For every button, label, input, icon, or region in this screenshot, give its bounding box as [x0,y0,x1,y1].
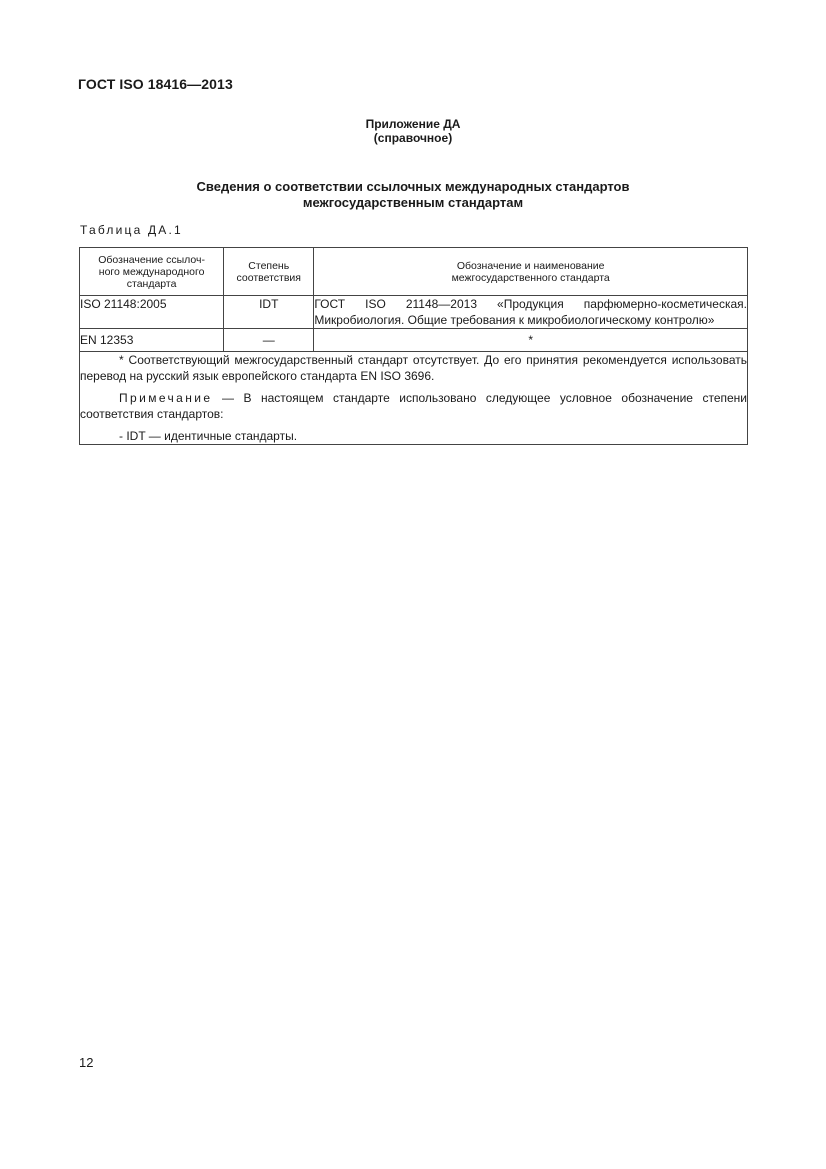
legend-idt: - IDT — идентичные стандарты. [119,429,298,443]
section-title-line1: Сведения о соответствии ссылочных международных стандартов [196,179,630,194]
header-col2-line2: соответствия [236,271,301,284]
cell-interstate: * [314,329,748,352]
cell-degree: IDT [224,296,314,329]
header-col3-line1: Обозначение и наименование [456,259,605,272]
header-col1-line2: ного международного [98,265,205,278]
annex-subtitle: (справочное) [373,131,453,145]
table-row [80,329,748,352]
header-degree [224,248,314,296]
table-notes-row [80,352,748,445]
correspondence-table [79,247,748,445]
header-col1-line1: Обозначение ссылоч- [98,253,205,266]
table-caption: Таблица ДА.1 [80,223,183,237]
table-row [80,296,748,329]
footnote: * Соответствующий межгосударственный стандарт отсутствует. До его принятия рекомендуется использовать перевод на русский язык европейского стандарта EN ISO 3696. [80,353,747,383]
note [80,390,747,422]
cell-degree: — [224,329,314,352]
section-title [0,179,826,211]
page-number: 12 [79,1055,94,1070]
annex-heading [0,117,826,145]
table-header-row [80,248,748,296]
annex-title: Приложение ДА [365,117,461,131]
document-code: ГОСТ ISO 18416—2013 [78,76,233,92]
cell-reference: ISO 21148:2005 [80,296,224,329]
cell-interstate: ГОСТ ISO 21148—2013 «Продукция парфюмерно-косметическая. Микробиология. Общие требования к микробиологическому контролю» [314,297,747,327]
note-text: — В настоящем стандарте использовано следующее условное обозначение степени соответствия стандартов: [80,391,747,421]
header-col1-line3: стандарта [126,277,177,290]
table-notes [80,352,748,445]
header-col3-line2: межгосударственного стандарта [451,271,610,284]
note-label: Примечание [119,391,213,405]
cell-reference: EN 12353 [80,329,224,352]
header-col2-line1: Степень [248,259,290,272]
section-title-line2: межгосударственным стандартам [302,195,524,210]
header-interstate-standard [314,248,748,296]
header-reference-standard [80,248,224,296]
